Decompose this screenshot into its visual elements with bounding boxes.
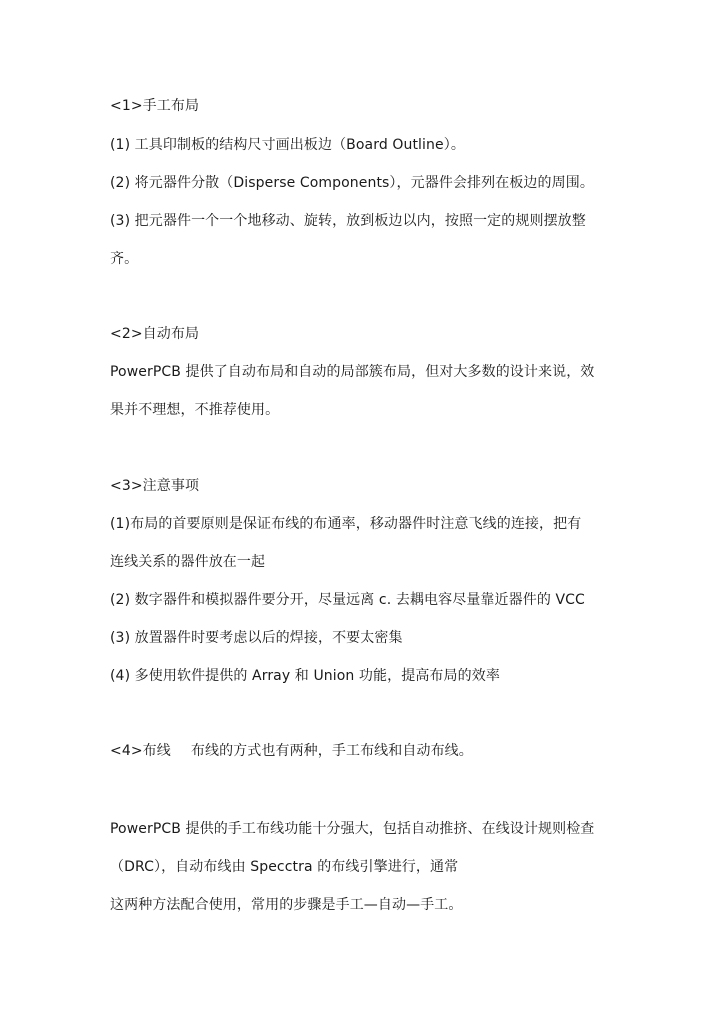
manual-layout-step-3-line-1: (3) 把元器件一个一个地移动、旋转，放到板边以内，按照一定的规则摆放整 <box>110 213 586 229</box>
section-heading-routing-row <box>110 741 620 761</box>
notes-item-1-line-1: (1)布局的首要原则是保证布线的布通率，移动器件时注意飞线的连接，把有 <box>110 516 582 532</box>
routing-paragraph-line-1: PowerPCB 提供的手工布线功能十分强大，包括自动推挤、在线设计规则检查 <box>110 821 595 837</box>
notes-item-2: (2) 数字器件和模拟器件要分开，尽量远离 c. 去耦电容尽量靠近器件的 VCC <box>110 592 585 608</box>
notes-item-3: (3) 放置器件时要考虑以后的焊接，不要太密集 <box>110 630 403 646</box>
auto-layout-paragraph-line-2: 果并不理想，不推荐使用。 <box>110 402 280 418</box>
notes-item-4: (4) 多使用软件提供的 Array 和 Union 功能，提高布局的效率 <box>110 668 500 684</box>
routing-paragraph-line-2: （DRC），自动布线由 Specctra 的布线引擎进行，通常 <box>110 859 459 875</box>
routing-heading-description: 布线的方式也有两种，手工布线和自动布线。 <box>190 743 473 759</box>
notes-item-1-line-2: 连线关系的器件放在一起 <box>110 554 266 570</box>
auto-layout-paragraph-line-1: PowerPCB 提供了自动布局和自动的局部簇布局，但对大多数的设计来说，效 <box>110 364 595 380</box>
section-heading-notes: <3>注意事项 <box>110 478 200 494</box>
manual-layout-step-2: (2) 将元器件分散（Disperse Components），元器件会排列在板边的周围。 <box>110 175 594 191</box>
manual-layout-step-1: (1) 工具印制板的结构尺寸画出板边（Board Outline）。 <box>110 137 465 153</box>
section-heading-routing: <4>布线 <box>110 743 171 759</box>
manual-layout-step-3-line-2: 齐。 <box>110 251 139 267</box>
section-heading-manual-layout: <1>手工布局 <box>110 98 200 114</box>
section-heading-auto-layout: <2>自动布局 <box>110 326 200 342</box>
routing-paragraph-line-3: 这两种方法配合使用，常用的步骤是手工—自动—手工。 <box>110 897 463 913</box>
